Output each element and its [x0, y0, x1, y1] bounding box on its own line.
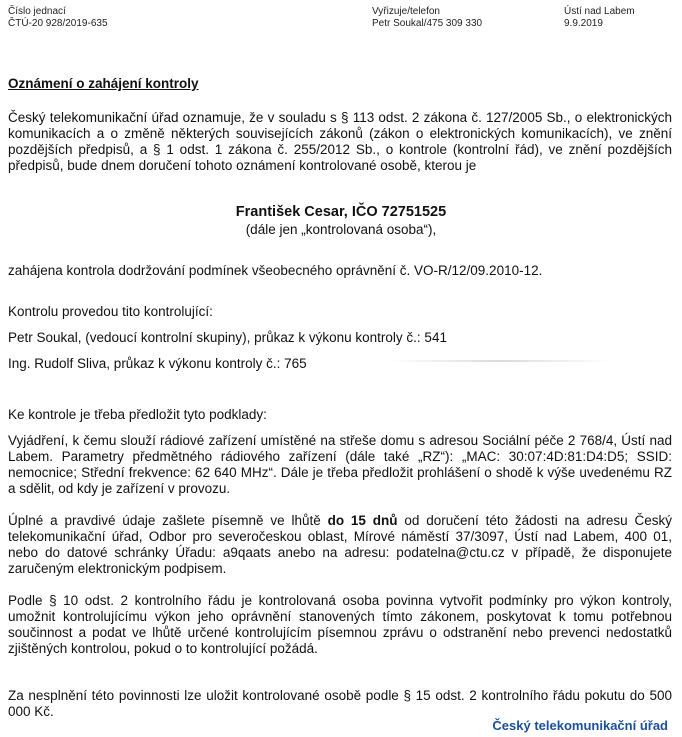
ref-value: ČTÚ-20 928/2019-635: [8, 18, 108, 29]
footer-organization: Český telekomunikační úřad: [492, 718, 668, 733]
submit-after: od doručení této žádosti na adresu Český telekomunikační úřad, Odbor pro severočeskou oblast, Mírové náměstí 37/3097, Ústí nad Labem, 400 01, nebo do datové schránky Úřadu: a9qaats anebo na adresu: podatelna@ctu.cz v případě, že disponujete zaručeným elektronickým podpisem.: [8, 513, 672, 576]
submit-deadline: do 15 dnů: [327, 513, 398, 528]
submit-paragraph: [8, 513, 672, 577]
penalty-text: Za nesplnění této povinnosti lze uložit kontrolované osobě podle § 15 odst. 2 kontrolního řádu pokutu do 500 000 Kč.: [8, 688, 672, 719]
duty-paragraph: [8, 593, 672, 657]
handler-label: Vyřizuje/telefon: [372, 6, 440, 17]
date-value: 9.9.2019: [564, 18, 603, 29]
document-title: Oznámení o zahájení kontroly: [8, 76, 199, 91]
start-paragraph: zahájena kontrola dodržování podmínek všeobecného oprávnění č. VO-R/12/09.2010-12.: [8, 263, 543, 278]
header-place-date: [564, 6, 635, 30]
subject-name: František Cesar, IČO 72751525: [235, 204, 447, 220]
submit-text: [8, 513, 672, 577]
penalty-paragraph: [8, 688, 672, 720]
docs-paragraph: [8, 433, 672, 497]
place-label: Ústí nad Labem: [564, 6, 635, 17]
duty-text: Podle § 10 odst. 2 kontrolního řádu je kontrolovaná osoba povinna vytvořit podmínky pro výkon kontroly, umožnit kontrolujícímu výkon jeho oprávnění stanovených tímto zákonem, poskytovat k tomu potřebnou součinnost a podat ve lhůtě určené kontrolujícím písemnou zprávu o odstranění nebo prevenci nedostatků zjištěných kontrolou, pokud o to kontrolující požádá.: [8, 593, 672, 656]
handler-value: Petr Soukal/475 309 330: [372, 18, 483, 29]
docs-intro: Ke kontrole je třeba předložit tyto podklady:: [8, 407, 267, 422]
header-reference: [8, 6, 108, 30]
inspectors-intro: Kontrolu provedou tito kontrolující:: [8, 304, 213, 319]
inspector-item: Ing. Rudolf Sliva, průkaz k výkonu kontroly č.: 765: [8, 356, 307, 371]
inspector-item: Petr Soukal, (vedoucí kontrolní skupiny), průkaz k výkonu kontroly č.: 541: [8, 330, 447, 345]
subject-block: [0, 204, 682, 238]
intro-text: Český telekomunikační úřad oznamuje, že v souladu s § 113 odst. 2 zákona č. 127/2005 Sb., o elektronických komunikacích a o změně některých souvisejících zákonů (zákon o elektronických komunikacích), ve znění pozdějších předpisů, a § 1 odst. 1 zákona č. 255/2012 Sb., o kontrole (kontrolní řád), ve znění pozdějších předpisů, bude dnem doručení tohoto oznámení kontrolované osobě, kterou je: [8, 110, 672, 173]
subject-alias: (dále jen „kontrolovaná osoba“),: [245, 222, 437, 237]
ref-label: Číslo jednací: [8, 6, 66, 17]
docs-text: Vyjádření, k čemu slouží rádiové zařízení umístěné na střeše domu s adresou Sociální péče 2 768/4, Ústí nad Labem. Parametry předmětného rádiového zařízení (dále také „RZ“): „MAC: 30:07:4D:81:D4:D5; SSID: nemocnice; Střední frekvence: 62 640 MHz“. Dále je třeba předložit prohlášení o shodě k výše uvedenému RZ a sdělit, od kdy je zařízení v provozu.: [8, 433, 672, 496]
submit-before: Úplné a pravdivé údaje zašlete písemně ve lhůtě: [8, 513, 328, 528]
intro-paragraph: [8, 110, 672, 174]
header-handler: [372, 6, 482, 30]
scan-smudge: [390, 360, 610, 362]
